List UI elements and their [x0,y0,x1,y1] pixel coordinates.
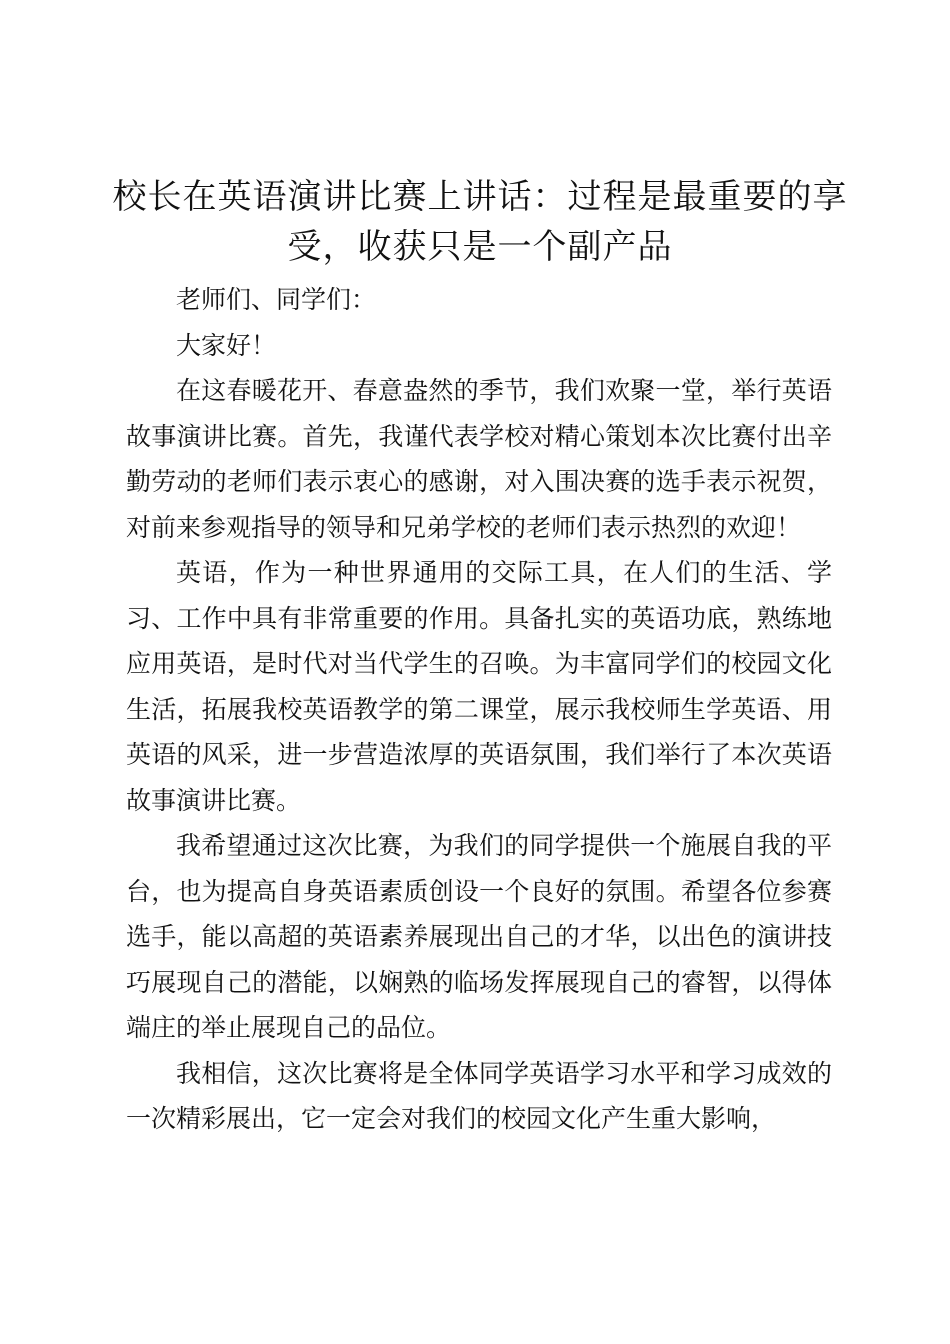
salutation-paragraph: 大家好！ [176,330,277,360]
body-paragraph: 我希望通过这次比赛，为我们的同学提供一个施展自我的平台，也为提高自身英语素质创设一个良好的氛围。希望各位参赛选手，能以高超的英语素养展现出自己的才华，以出色的演讲技巧展现自己的潜能，以娴熟的临场发挥展现自己的睿智，以得体端庄的举止展现自己的品位。 [126,831,832,1042]
document-body [126,277,832,1142]
body-paragraph: 我相信，这次比赛将是全体同学英语学习水平和学习成效的一次精彩展出，它一定会对我们的校园文化产生重大影响， [126,1058,832,1133]
document-title: 校长在英语演讲比赛上讲话：过程是最重要的享受，收获只是一个副产品 [112,177,848,267]
body-paragraph: 在这春暖花开、春意盎然的季节，我们欢聚一堂，举行英语故事演讲比赛。首先，我谨代表学校对精心策划本次比赛付出辛勤劳动的老师们表示衷心的感谢，对入围决赛的选手表示祝贺，对前来参观指导的领导和兄弟学校的老师们表示热烈的欢迎！ [126,376,832,542]
body-paragraph: 英语，作为一种世界通用的交际工具，在人们的生活、学习、工作中具有非常重要的作用。具备扎实的英语功底，熟练地应用英语，是时代对当代学生的召唤。为丰富同学们的校园文化生活，拓展我校英语教学的第二课堂，展示我校师生学英语、用英语的风采，进一步营造浓厚的英语氛围，我们举行了本次英语故事演讲比赛。 [126,558,832,815]
greeting-paragraph: 老师们、同学们： [176,285,377,314]
